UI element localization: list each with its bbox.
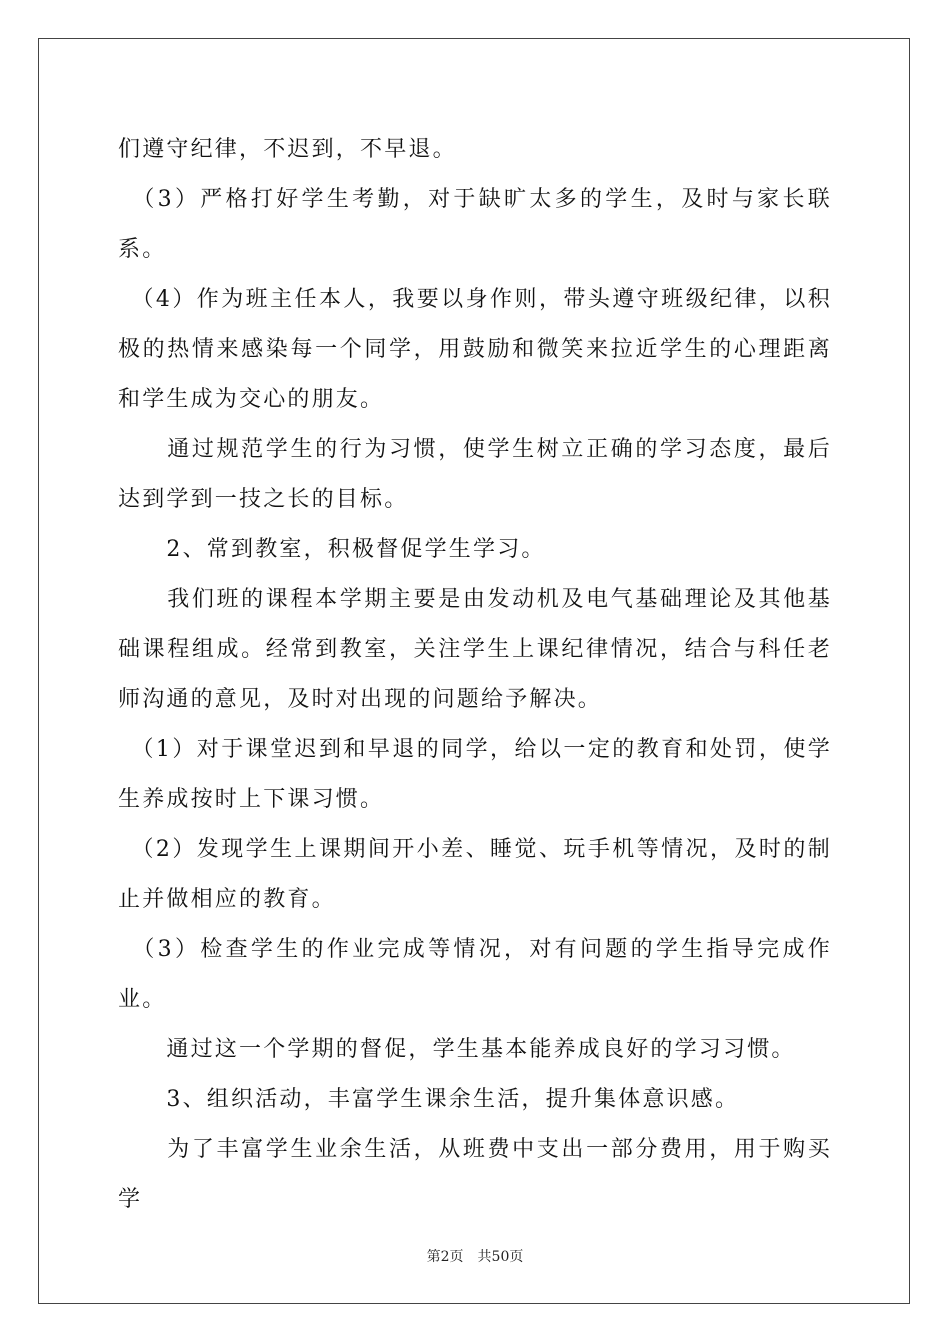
paragraph: 通过规范学生的行为习惯，使学生树立正确的学习态度，最后达到学到一技之长的目标。 bbox=[118, 437, 832, 512]
page-number: 第2页 共50页 bbox=[426, 1249, 524, 1265]
paragraph: 2、常到教室，积极督促学生学习。 bbox=[118, 537, 546, 562]
paragraph: （3）严格打好学生考勤，对于缺旷太多的学生，及时与家长联系。 bbox=[118, 187, 832, 262]
paragraph: 为了丰富学生业余生活，从班费中支出一部分费用，用于购买学 bbox=[118, 1137, 832, 1212]
paragraph: 们遵守纪律，不迟到，不早退。 bbox=[118, 137, 457, 162]
paragraph: （4）作为班主任本人，我要以身作则，带头遵守班级纪律，以积极的热情来感染每一个同学，用鼓励和微笑来拉近学生的心理距离和学生成为交心的朋友。 bbox=[118, 287, 832, 412]
paragraph: （1）对于课堂迟到和早退的同学，给以一定的教育和处罚，使学生养成按时上下课习惯。 bbox=[118, 737, 832, 812]
paragraph: 3、组织活动，丰富学生课余生活，提升集体意识感。 bbox=[118, 1087, 740, 1112]
paragraph: 通过这一个学期的督促，学生基本能养成良好的学习习惯。 bbox=[118, 1037, 796, 1062]
paragraph: （2）发现学生上课期间开小差、睡觉、玩手机等情况，及时的制止并做相应的教育。 bbox=[118, 837, 832, 912]
document-body bbox=[118, 125, 832, 1225]
paragraph: 我们班的课程本学期主要是由发动机及电气基础理论及其他基础课程组成。经常到教室，关注学生上课纪律情况，结合与科任老师沟通的意见，及时对出现的问题给予解决。 bbox=[118, 587, 832, 712]
paragraph: （3）检查学生的作业完成等情况，对有问题的学生指导完成作业。 bbox=[118, 937, 832, 1012]
